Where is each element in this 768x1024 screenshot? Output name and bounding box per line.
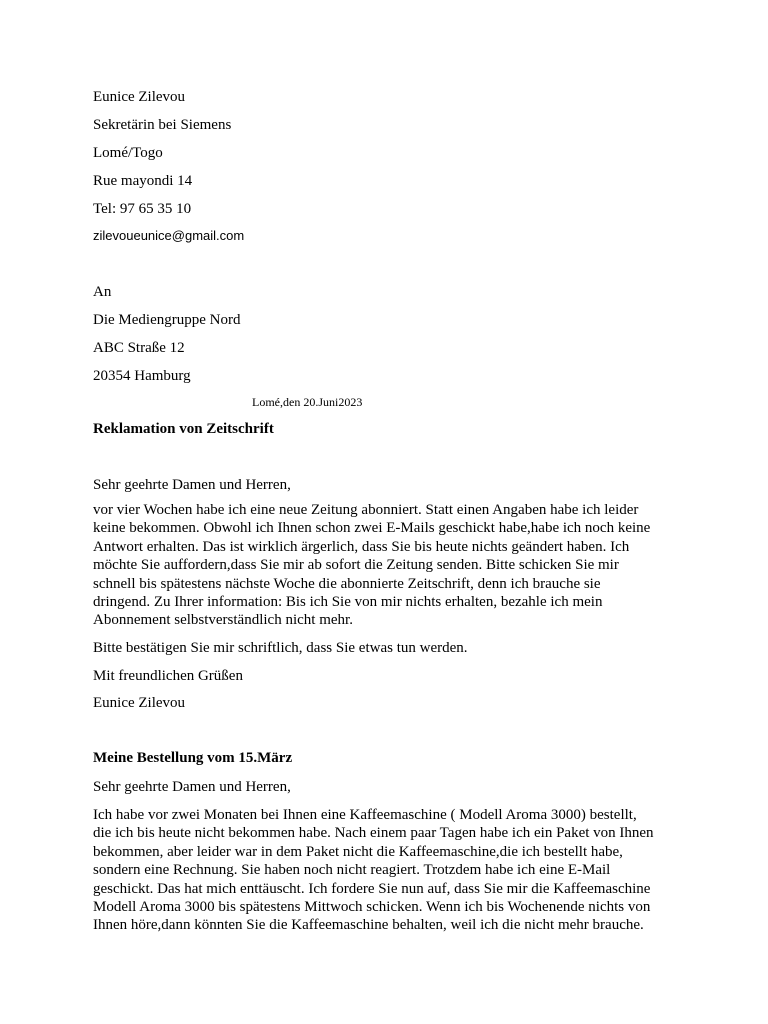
letter1-subject: Reklamation von Zeitschrift (93, 421, 274, 437)
sender-position: Sekretärin bei Siemens (93, 117, 232, 133)
body-line: die ich bis heute nicht bekommen habe. Nach einem paar Tagen habe ich ein Paket von Ihnen (93, 825, 654, 842)
letter2-subject: Meine Bestellung vom 15.März (93, 750, 293, 766)
body-line: Ihnen höre,dann könnten Sie die Kaffeemaschine behalten, weil ich die nicht mehr brauche. (93, 917, 644, 934)
sender-city: Lomé/Togo (93, 145, 163, 161)
letter1-request: Bitte bestätigen Sie mir schriftlich, dass Sie etwas tun werden. (93, 640, 468, 656)
body-line: bekommen, aber leider war in dem Paket nicht die Kaffeemaschine,die ich bestellt habe, (93, 843, 623, 860)
recipient-to: An (93, 284, 112, 300)
body-line: schnell bis spätestens nächste Woche die abonnierte Zeitschrift, denn ich brauche sie (93, 575, 601, 592)
letter2-salutation: Sehr geehrte Damen und Herren, (93, 779, 291, 795)
letter1-body (93, 501, 683, 630)
sender-email: zilevoueunice@gmail.com (93, 228, 245, 243)
body-line: vor vier Wochen habe ich eine neue Zeitung abonniert. Statt einen Angaben habe ich leider (93, 502, 639, 518)
body-line: keine bekommen. Obwohl ich Ihnen schon zwei E-Mails geschickt habe,habe ich noch keine (93, 520, 651, 537)
letter1-closing: Mit freundlichen Grüßen (93, 668, 243, 684)
sender-street: Rue mayondi 14 (93, 173, 193, 189)
body-line: Abonnement selbstverständlich nicht mehr. (93, 612, 353, 629)
body-line: Ich habe vor zwei Monaten bei Ihnen eine Kaffeemaschine ( Modell Aroma 3000) bestellt, (93, 807, 637, 823)
body-line: sondern eine Rechnung. Sie haben noch nicht reagiert. Trotzdem habe ich eine E-Mail (93, 862, 611, 879)
letter1-salutation: Sehr geehrte Damen und Herren, (93, 477, 291, 493)
sender-name: Eunice Zilevou (93, 89, 186, 105)
recipient-street: ABC Straße 12 (93, 340, 185, 356)
recipient-company: Die Mediengruppe Nord (93, 312, 241, 328)
body-line: Modell Aroma 3000 bis spätestens Mittwoch schicken. Wenn ich bis Wochenende nichts von (93, 899, 651, 916)
body-line: dringend. Zu Ihrer information: Bis ich Sie von mir nichts erhalten, bezahle ich mein (93, 594, 603, 611)
letter1-signature: Eunice Zilevou (93, 695, 186, 711)
letter2-body (93, 806, 683, 935)
sender-phone: Tel: 97 65 35 10 (93, 201, 192, 217)
letter-date: Lomé,den 20.Juni2023 (252, 395, 363, 409)
body-line: Antwort erhalten. Das ist wirklich ärgerlich, dass Sie bis heute nichts geändert haben. Ich (93, 538, 630, 555)
recipient-city: 20354 Hamburg (93, 368, 191, 384)
body-line: geschickt. Das hat mich enttäuscht. Ich fordere Sie nun auf, dass Sie mir die Kaffeemaschine (93, 880, 651, 897)
body-line: möchte Sie auffordern,dass Sie mir ab sofort die Zeitung senden. Bitte schicken Sie mir (93, 557, 619, 574)
